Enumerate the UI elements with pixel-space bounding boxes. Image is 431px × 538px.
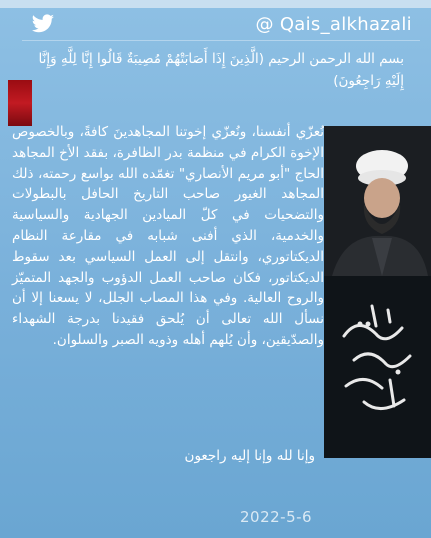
signature-calligraphy — [324, 276, 431, 458]
post-date: 2022-5-6 — [240, 508, 313, 526]
portrait-image — [324, 126, 431, 276]
condolence-text — [12, 122, 324, 351]
account-handle[interactable]: @ Qais_alkhazali — [255, 14, 412, 35]
condolence-paragraph: نُعزّي أنفسنا، ونُعزّي إخوتنا المجاهدينَ كافةً، وبالخصوص الإخوة الكرام في منظمة بدر الظافرة، بفقد الأخ المجاهد الحاج "أبو مريم الأنصاري" تغمّده الله بواسع رحمته، ذلك المجاهد الغيور صاحب التاريخ الحافل بالبطولات والتضحيات في كلّ الميادين الجهادية والسياسية والخدمية، الذي أفنى شبابه في مقارعة النظام الديكتاتوري، وانتقل إلى العمل السياسي بعد سقوط الديكتاتور، فكان صاحب العمل الدؤوب والجهد المتميّز والروح العالية. وفي هذا المصاب الجلل، لا يسعنا إلا أن نسأل الله تعالى أن يُلحق فقيدنا بدرجة الشهداء والصدّيقين، وأن يُلهم أهله وذويه الصبر والسلوان. — [12, 124, 324, 348]
top-strip — [0, 0, 431, 8]
quran-verse: بسم الله الرحمن الرحيم (الَّذِينَ إِذَا أَصَابَتْهُمْ مُصِيبَةٌ قَالُوا إِنَّا لِلَّهِ وَإِنَّا إِلَيْهِ رَاجِعُونَ) — [38, 51, 404, 89]
portrait-panel — [324, 126, 431, 458]
header-divider — [22, 40, 420, 41]
red-accent-tab — [8, 80, 32, 126]
account-header — [30, 10, 420, 40]
closing-line: وإنا لله وإنا إليه راجعون — [184, 448, 315, 464]
twitter-bird-icon — [30, 12, 56, 36]
